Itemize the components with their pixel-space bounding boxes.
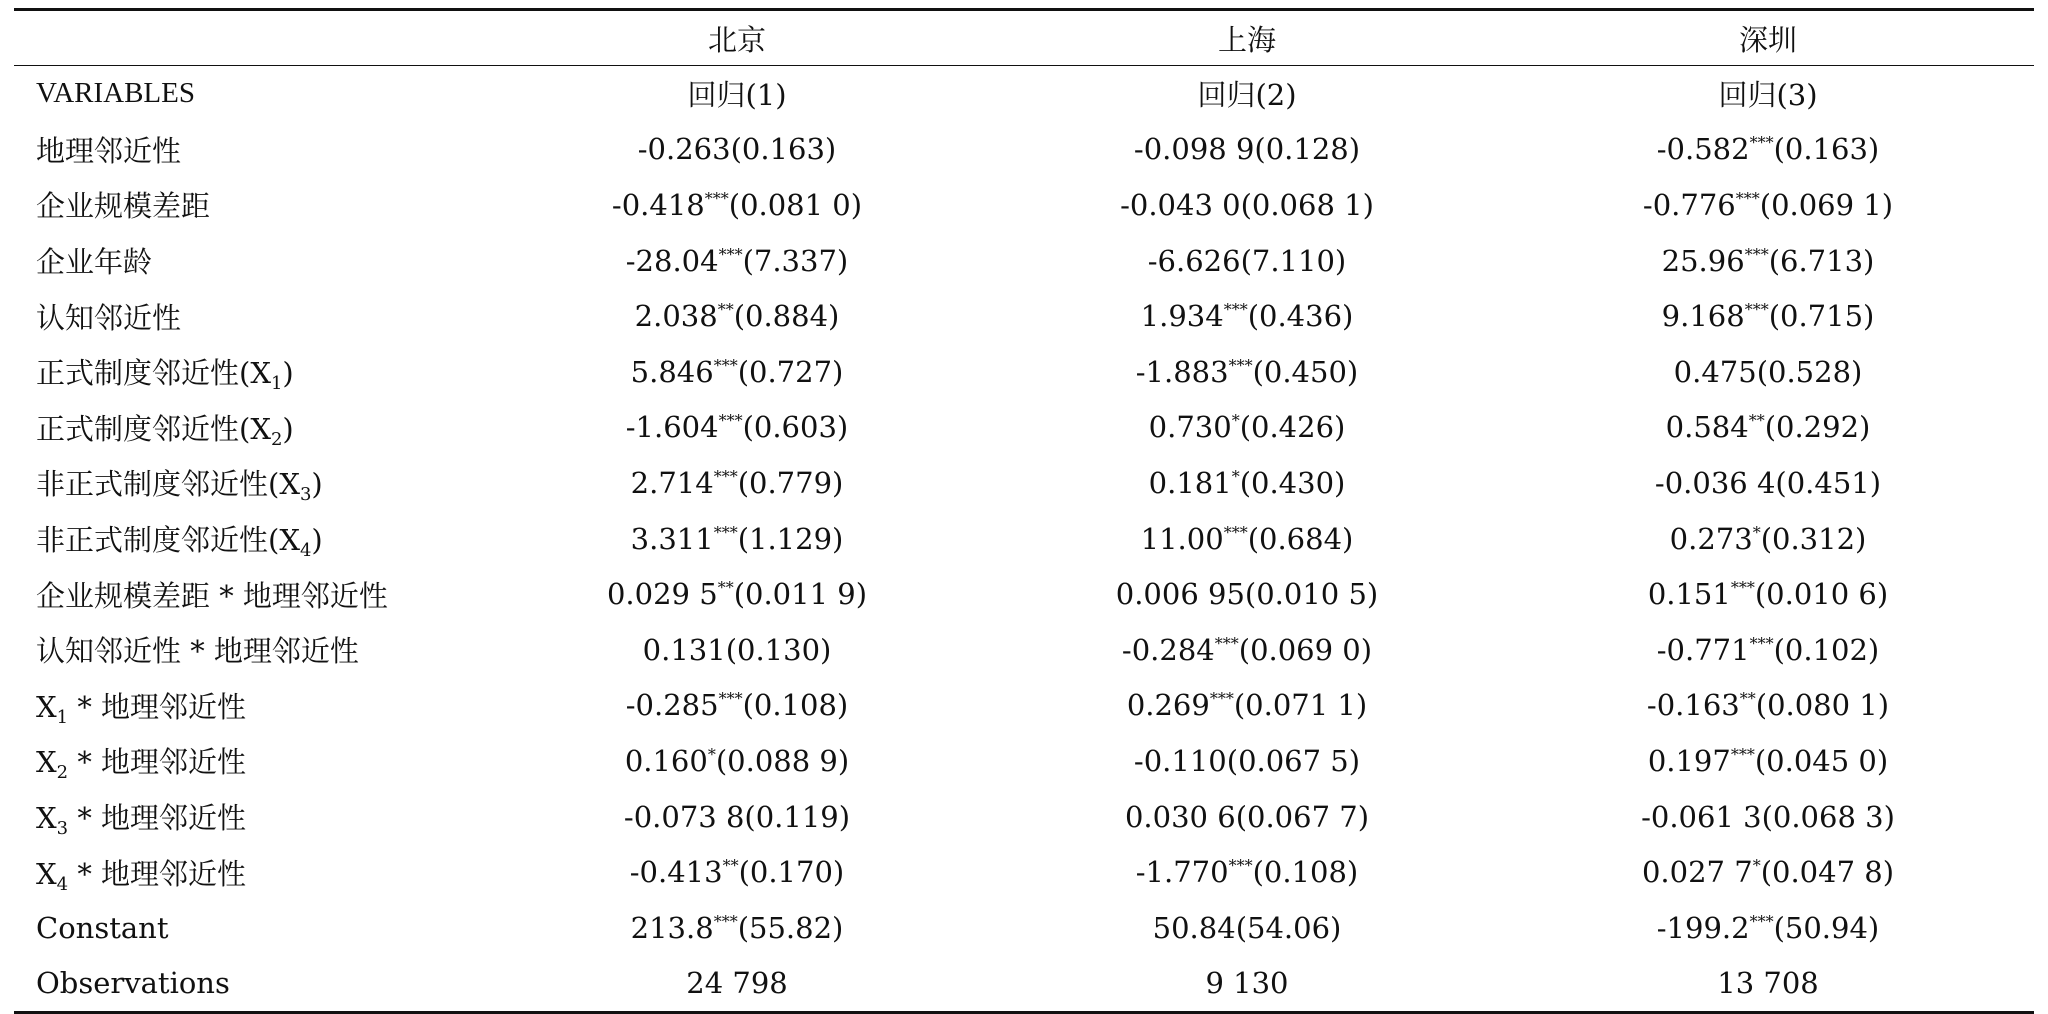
row-label: 地理邻近性: [36, 133, 182, 168]
cell-regression-3: -0.061 3(0.068 3): [1641, 799, 1895, 834]
cell-regression-3: 0.151***(0.010 6): [1647, 577, 1889, 612]
header-row: [14, 11, 2034, 65]
cell-regression-1: 2.038**(0.884): [634, 299, 840, 334]
table-row: [14, 344, 2034, 400]
cell-regression-3: 9.168***(0.715): [1661, 299, 1875, 334]
row-label: 正式制度邻近性$(X_2)$: [36, 411, 294, 450]
cell-regression-3: -0.776***(0.069 1): [1642, 187, 1894, 222]
significance-stars: ***: [1228, 355, 1253, 375]
cell-regression-3: -0.163**(0.080 1): [1646, 688, 1890, 723]
significance-stars: *: [1752, 856, 1761, 876]
cell-regression-1: 0.160*(0.088 9): [624, 743, 850, 778]
standard-error: (0.069 1): [1759, 187, 1894, 222]
significance-stars: ***: [713, 355, 738, 375]
row-label: $X_1$ * 地理邻近性: [36, 689, 247, 728]
standard-error: (0.451): [1775, 465, 1882, 500]
significance-stars: *: [707, 744, 716, 764]
significance-stars: ***: [718, 244, 743, 264]
standard-error: (0.312): [1760, 521, 1867, 556]
table-row: [14, 622, 2034, 678]
table-row: [14, 233, 2034, 289]
table-row: [14, 789, 2034, 845]
standard-error: (0.045 0): [1754, 743, 1889, 778]
cell-regression-1: 5.846***(0.727): [630, 354, 844, 389]
significance-stars: ***: [1214, 633, 1239, 653]
row-label: 企业年龄: [36, 245, 153, 280]
regression-table: [14, 8, 2034, 1014]
significance-stars: ***: [713, 466, 738, 486]
significance-stars: **: [722, 856, 739, 876]
significance-stars: ***: [713, 911, 738, 931]
cell-regression-3: 0.197***(0.045 0): [1647, 743, 1889, 778]
standard-error: (0.010 6): [1754, 577, 1889, 612]
standard-error: (0.068 1): [1240, 187, 1374, 222]
row-label: $X_3$ * 地理邻近性: [36, 801, 247, 840]
cell-regression-1: 3.311***(1.129): [630, 521, 844, 556]
standard-error: (0.071 1): [1233, 688, 1368, 723]
standard-error: (0.436): [1247, 299, 1354, 334]
standard-error: (0.108): [1252, 855, 1359, 890]
regression-1-label: 回归(1): [687, 78, 787, 113]
standard-error: (0.528): [1756, 354, 1863, 389]
row-label: $X_4$ * 地理邻近性: [36, 856, 247, 895]
table-body: [14, 66, 2034, 1011]
standard-error: (7.337): [742, 243, 849, 278]
significance-stars: ***: [1228, 856, 1253, 876]
row-label: 企业规模差距 * 地理邻近性: [36, 578, 388, 613]
cell-regression-3: 0.273*(0.312): [1669, 521, 1867, 556]
standard-error: (0.450): [1252, 354, 1359, 389]
table-header: [14, 11, 2034, 65]
row-label: Constant: [36, 910, 169, 945]
table-row: [14, 678, 2034, 734]
row-label: 认知邻近性: [36, 300, 182, 335]
cell-regression-2: -0.284***(0.069 0): [1121, 632, 1373, 667]
standard-error: (0.108): [742, 688, 849, 723]
cell-regression-2: 0.006 95(0.010 5): [1115, 577, 1379, 612]
significance-stars: ***: [1749, 133, 1774, 153]
standard-error: (0.088 9): [715, 743, 850, 778]
standard-error: (0.779): [737, 465, 844, 500]
cell-regression-2: 0.181*(0.430): [1148, 465, 1346, 500]
cell-regression-1: -0.413**(0.170): [629, 855, 845, 890]
standard-error: (0.080 1): [1755, 688, 1890, 723]
row-label: 正式制度邻近性$(X_1)$: [36, 356, 294, 395]
significance-stars: ***: [1749, 633, 1774, 653]
table-row: [14, 511, 2034, 567]
cell-regression-1: 24 798: [686, 966, 788, 1001]
significance-stars: ***: [713, 522, 738, 542]
cell-regression-2: 11.00***(0.684): [1140, 521, 1354, 556]
significance-stars: ***: [1223, 300, 1248, 320]
standard-error: (0.067 7): [1235, 799, 1370, 834]
regression-2-label: 回归(2): [1197, 78, 1297, 113]
cell-regression-3: -0.582***(0.163): [1656, 132, 1880, 167]
cell-regression-3: -0.771***(0.102): [1656, 632, 1880, 667]
significance-stars: *: [1752, 522, 1761, 542]
standard-error: (0.010 5): [1244, 577, 1379, 612]
cell-regression-3: 0.584**(0.292): [1665, 410, 1871, 445]
standard-error: (0.102): [1773, 632, 1880, 667]
cell-regression-2: -0.110(0.067 5): [1133, 743, 1361, 778]
standard-error: (54.06): [1235, 910, 1342, 945]
cell-regression-1: -1.604***(0.603): [625, 410, 849, 445]
significance-stars: **: [1739, 689, 1756, 709]
standard-error: (50.94): [1773, 910, 1880, 945]
cell-regression-1: -28.04***(7.337): [625, 243, 849, 278]
header-blank: [14, 11, 482, 65]
significance-stars: **: [717, 578, 734, 598]
significance-stars: **: [1748, 411, 1765, 431]
significance-stars: *: [1231, 411, 1240, 431]
header-shenzhen: 深圳: [1738, 22, 1797, 57]
standard-error: (0.884): [733, 299, 840, 334]
cell-regression-3: -0.036 4(0.451): [1654, 465, 1882, 500]
table-row: [14, 400, 2034, 456]
cell-regression-2: 0.030 6(0.067 7): [1124, 799, 1370, 834]
cell-regression-3: 25.96***(6.713): [1661, 243, 1875, 278]
standard-error: (0.170): [738, 855, 845, 890]
cell-regression-2: 0.730*(0.426): [1148, 410, 1346, 445]
significance-stars: ***: [1730, 744, 1755, 764]
standard-error: (0.684): [1247, 521, 1354, 556]
cell-regression-1: -0.263(0.163): [637, 132, 837, 167]
significance-stars: ***: [718, 689, 743, 709]
cell-regression-3: 0.475(0.528): [1673, 354, 1863, 389]
significance-stars: ***: [1744, 244, 1769, 264]
table-row: [14, 733, 2034, 789]
significance-stars: ***: [1730, 578, 1755, 598]
cell-regression-2: -1.883***(0.450): [1135, 354, 1359, 389]
subheader-row: [14, 66, 2034, 122]
standard-error: (0.603): [742, 410, 849, 445]
significance-stars: *: [1231, 466, 1240, 486]
standard-error: (0.081 0): [728, 187, 863, 222]
standard-error: (0.163): [730, 132, 837, 167]
standard-error: (0.119): [744, 799, 851, 834]
cell-regression-2: 50.84(54.06): [1152, 910, 1342, 945]
significance-stars: **: [717, 300, 734, 320]
standard-error: (7.110): [1240, 243, 1347, 278]
row-label: Observations: [36, 966, 230, 1001]
significance-stars: ***: [1744, 300, 1769, 320]
significance-stars: ***: [1735, 188, 1760, 208]
cell-regression-2: 9 130: [1205, 966, 1289, 1001]
table-row: [14, 956, 2034, 1012]
standard-error: (0.163): [1773, 132, 1880, 167]
cell-regression-2: -0.098 9(0.128): [1133, 132, 1361, 167]
significance-stars: ***: [718, 411, 743, 431]
cell-regression-2: 1.934***(0.436): [1140, 299, 1354, 334]
cell-regression-1: 0.029 5**(0.011 9): [606, 577, 868, 612]
header-beijing: 北京: [707, 22, 766, 57]
cell-regression-2: -1.770***(0.108): [1135, 855, 1359, 890]
table-row: [14, 122, 2034, 178]
row-label: 企业规模差距: [36, 189, 211, 224]
significance-stars: ***: [704, 188, 729, 208]
table-row: [14, 566, 2034, 622]
cell-regression-2: 0.269***(0.071 1): [1126, 688, 1368, 723]
row-label: 认知邻近性 * 地理邻近性: [36, 634, 359, 669]
standard-error: (0.047 8): [1760, 855, 1895, 890]
table-row: [14, 177, 2034, 233]
standard-error: (0.130): [725, 632, 832, 667]
cell-regression-2: -0.043 0(0.068 1): [1120, 187, 1374, 222]
variables-label: VARIABLES: [36, 77, 195, 110]
cell-regression-3: 0.027 7*(0.047 8): [1641, 855, 1895, 890]
standard-error: (55.82): [737, 910, 844, 945]
standard-error: (0.426): [1239, 410, 1346, 445]
standard-error: (0.068 3): [1761, 799, 1895, 834]
standard-error: (1.129): [737, 521, 844, 556]
cell-regression-1: 213.8***(55.82): [630, 910, 844, 945]
standard-error: (0.715): [1768, 299, 1875, 334]
regression-3-label: 回归(3): [1718, 78, 1818, 113]
standard-error: (0.069 0): [1238, 632, 1373, 667]
standard-error: (0.727): [737, 354, 844, 389]
table-row: [14, 844, 2034, 900]
cell-regression-2: -6.626(7.110): [1147, 243, 1347, 278]
cell-regression-1: 0.131(0.130): [642, 632, 832, 667]
standard-error: (0.011 9): [733, 577, 868, 612]
table-row: [14, 288, 2034, 344]
cell-regression-1: -0.285***(0.108): [625, 688, 849, 723]
cell-regression-1: -0.073 8(0.119): [623, 799, 851, 834]
table-row: [14, 455, 2034, 511]
table-row: [14, 900, 2034, 956]
significance-stars: ***: [1749, 911, 1774, 931]
cell-regression-1: -0.418***(0.081 0): [611, 187, 863, 222]
standard-error: (0.430): [1239, 465, 1346, 500]
standard-error: (6.713): [1768, 243, 1875, 278]
row-label: 非正式制度邻近性$(X_3)$: [36, 467, 323, 506]
significance-stars: ***: [1209, 689, 1234, 709]
row-label: 非正式制度邻近性$(X_4)$: [36, 523, 323, 562]
standard-error: (0.067 5): [1226, 743, 1361, 778]
cell-regression-3: -199.2***(50.94): [1656, 910, 1880, 945]
standard-error: (0.128): [1254, 132, 1361, 167]
cell-regression-3: 13 708: [1717, 966, 1819, 1001]
standard-error: (0.292): [1764, 410, 1871, 445]
cell-regression-1: 2.714***(0.779): [630, 465, 844, 500]
header-shanghai: 上海: [1217, 22, 1276, 57]
row-label: $X_2$ * 地理邻近性: [36, 745, 247, 784]
significance-stars: ***: [1223, 522, 1248, 542]
